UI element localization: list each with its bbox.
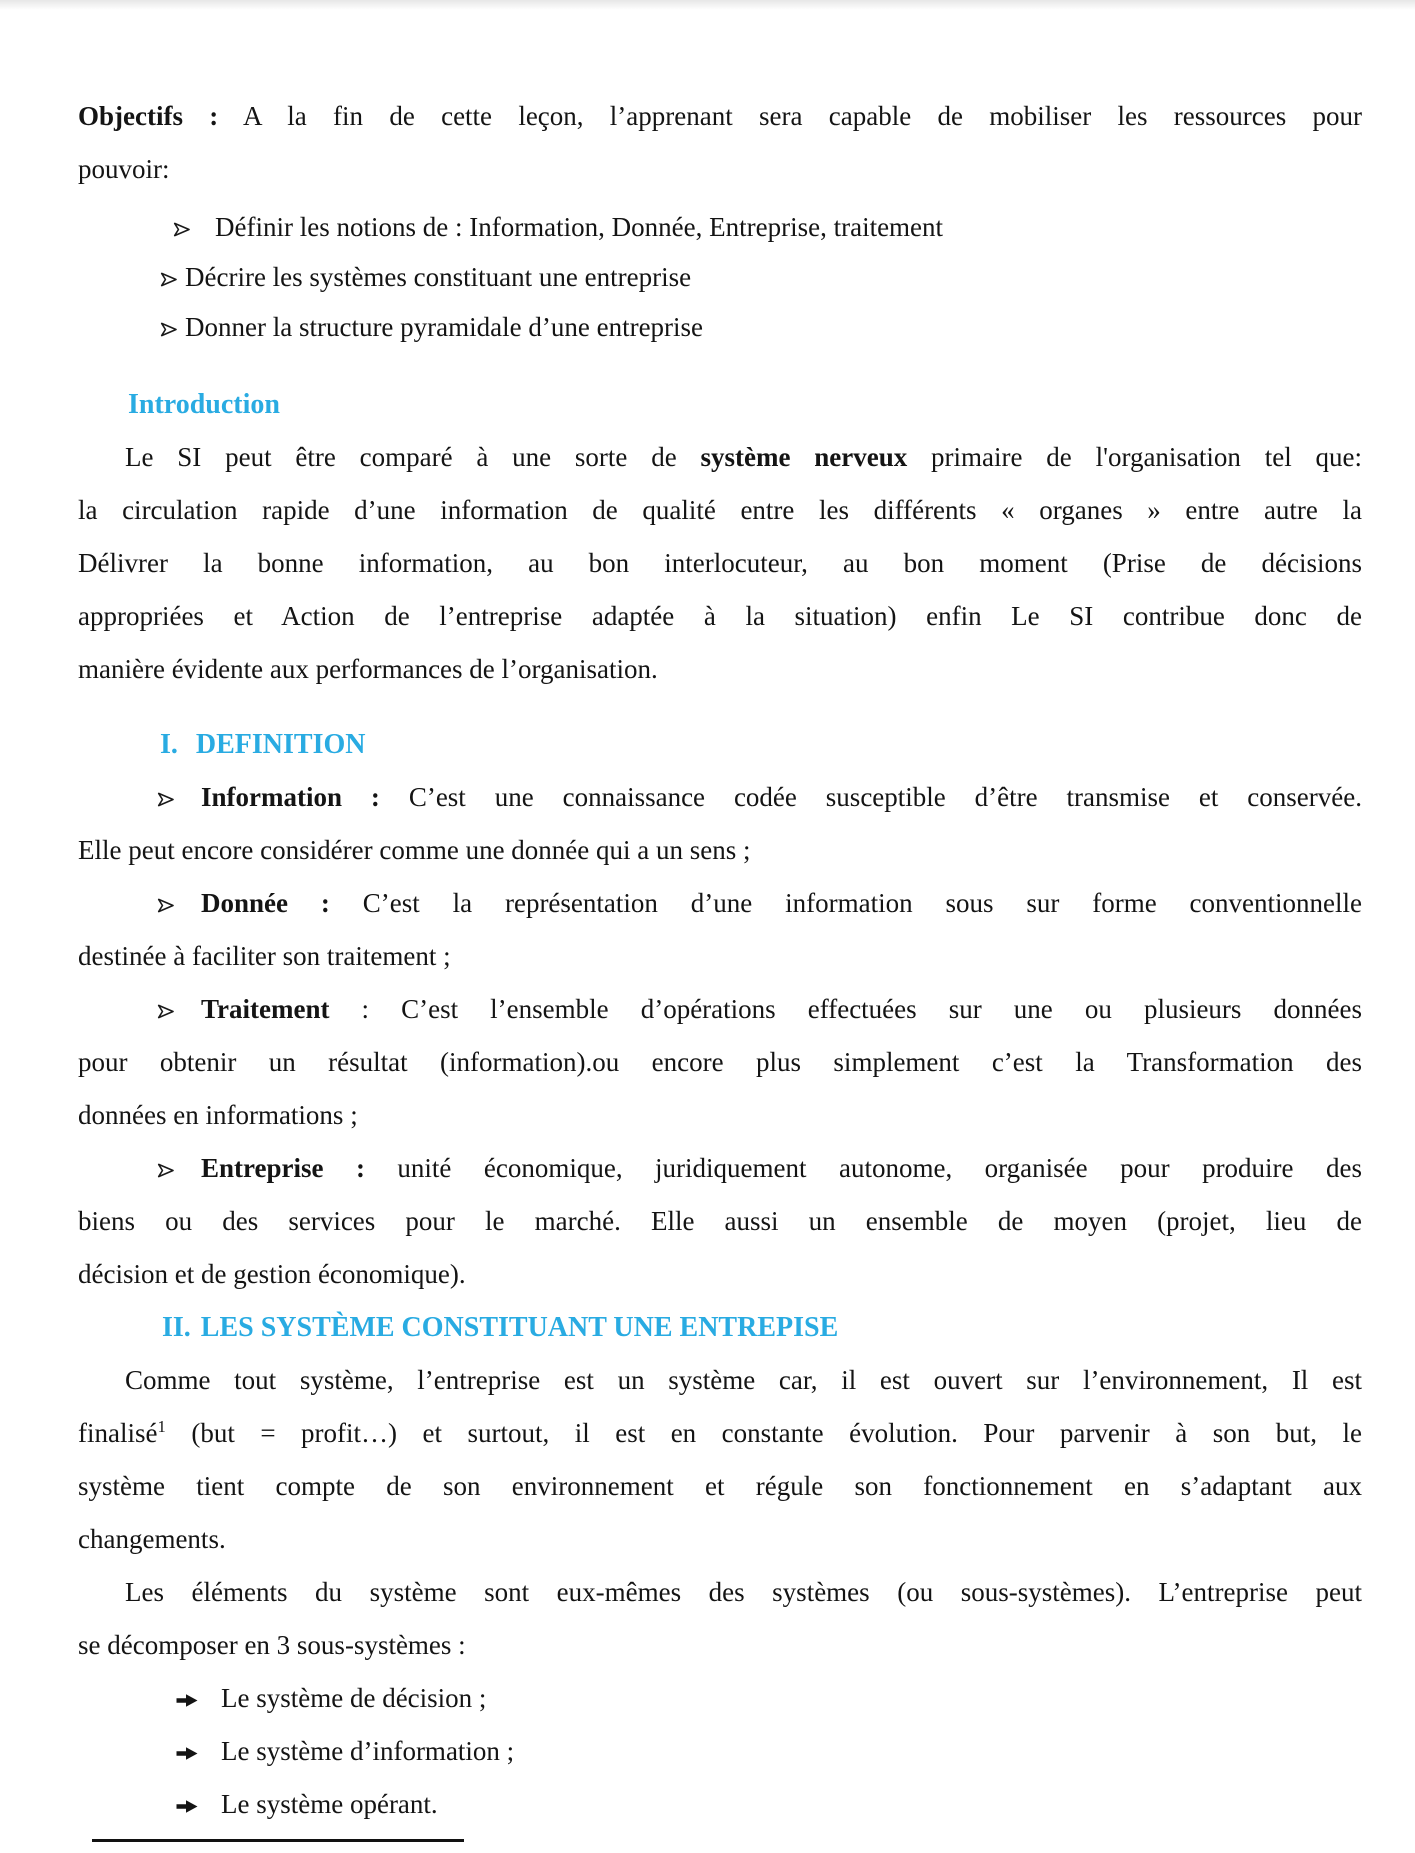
definition-item bbox=[78, 983, 1362, 1142]
text-line: destinée à faciliter son traitement ; bbox=[78, 941, 451, 971]
text-line: pouvoir: bbox=[78, 154, 170, 184]
systems-paragraph-1 bbox=[78, 1354, 1362, 1566]
text-line: Elle peut encore considérer comme une donnée qui a un sens ; bbox=[78, 835, 751, 865]
objective-text: Définir les notions de : Information, Donnée, Entreprise, traitement bbox=[215, 212, 944, 242]
definition-text: Entreprise : unité économique, juridiquement autonome, organisée pour produire des bbox=[201, 1153, 1362, 1183]
objective-item bbox=[160, 252, 1362, 302]
text-line: Les éléments du système sont eux-mêmes des systèmes (ou sous-systèmes). L’entreprise peut bbox=[125, 1577, 1362, 1607]
section-heading-systems bbox=[162, 1301, 1362, 1354]
heavy-arrow-bullet-icon bbox=[175, 1736, 199, 1766]
text-line bbox=[78, 771, 1362, 824]
objective-item bbox=[160, 302, 1362, 352]
text-line: appropriées et Action de l’entreprise adaptée à la situation) enfin Le SI contribue donc de bbox=[78, 601, 1362, 631]
text-line: pour obtenir un résultat (information).ou encore plus simplement c’est la Transformation des bbox=[78, 1047, 1362, 1077]
definition-text: Information : C’est une connaissance codée susceptible d’être transmise et conservée. bbox=[201, 782, 1362, 812]
text-line: se décomposer en 3 sous-systèmes : bbox=[78, 1630, 466, 1660]
text-line: Délivrer la bonne information, au bon interlocuteur, au bon moment (Prise de décisions bbox=[78, 548, 1362, 578]
text-line: décision et de gestion économique). bbox=[78, 1259, 466, 1289]
text-line: Objectifs : A la fin de cette leçon, l’apprenant sera capable de mobiliser les ressources pour bbox=[78, 101, 1362, 131]
heading-numeral: I. bbox=[160, 729, 178, 760]
text-line bbox=[78, 983, 1362, 1036]
text-line: biens ou des services pour le marché. Elle aussi un ensemble de moyen (projet, lieu de bbox=[78, 1206, 1362, 1236]
objective-item bbox=[173, 202, 1362, 252]
arrowhead-bullet-icon bbox=[173, 212, 191, 242]
section-heading-definition bbox=[160, 718, 1362, 771]
text-line: Le SI peut être comparé à une sorte de système nerveux primaire de l'organisation tel que: bbox=[125, 442, 1362, 472]
subsystem-item bbox=[175, 1725, 1362, 1778]
objective-text: Donner la structure pyramidale d’une entreprise bbox=[185, 312, 704, 342]
definition-text: Traitement : C’est l’ensemble d’opérations effectuées sur une ou plusieurs données bbox=[201, 994, 1362, 1024]
subsystem-item bbox=[175, 1672, 1362, 1725]
text-line: la circulation rapide d’une information de qualité entre les différents « organes » entre autre la bbox=[78, 495, 1362, 525]
subsystem-list bbox=[78, 1672, 1362, 1831]
definition-item bbox=[78, 1142, 1362, 1301]
arrowhead-bullet-icon bbox=[160, 262, 178, 292]
definition-item bbox=[78, 877, 1362, 983]
heading-numeral: II. bbox=[162, 1312, 191, 1343]
definition-item bbox=[78, 771, 1362, 877]
objective-text: Décrire les systèmes constituant une entreprise bbox=[185, 262, 692, 292]
heading-title: LES SYSTÈME CONSTITUANT UNE ENTREPISE bbox=[200, 1312, 839, 1343]
arrowhead-bullet-icon bbox=[157, 1153, 175, 1183]
heavy-arrow-bullet-icon bbox=[175, 1789, 199, 1819]
arrowhead-bullet-icon bbox=[157, 994, 175, 1024]
text-line: finalisé$^1$ (but = profit…) et surtout, il est en constante évolution. Pour parvenir à son but, le bbox=[78, 1417, 1362, 1448]
text-line: Comme tout système, l’entreprise est un système car, il est ouvert sur l’environnement, Il est bbox=[125, 1365, 1362, 1395]
text-line bbox=[78, 877, 1362, 930]
text-line bbox=[78, 1142, 1362, 1195]
subsystem-text: Le système de décision ; bbox=[221, 1683, 487, 1713]
objectives-paragraph bbox=[78, 90, 1362, 196]
subsystem-text: Le système d’information ; bbox=[221, 1736, 515, 1766]
systems-paragraph-2 bbox=[78, 1566, 1362, 1672]
section-heading-introduction: Introduction bbox=[128, 389, 280, 420]
introduction-paragraph bbox=[78, 431, 1362, 696]
subsystem-text: Le système opérant. bbox=[221, 1789, 438, 1819]
text-line: changements. bbox=[78, 1524, 226, 1554]
arrowhead-bullet-icon bbox=[157, 782, 175, 812]
definition-text: Donnée : C’est la représentation d’une information sous sur forme conventionnelle bbox=[201, 888, 1362, 918]
subsystem-item bbox=[175, 1778, 1362, 1831]
definition-list bbox=[78, 771, 1362, 1301]
text-line: données en informations ; bbox=[78, 1100, 358, 1130]
arrowhead-bullet-icon bbox=[160, 312, 178, 342]
objectives-list bbox=[78, 202, 1362, 352]
footnote-separator bbox=[92, 1839, 464, 1842]
heavy-arrow-bullet-icon bbox=[175, 1683, 199, 1713]
arrowhead-bullet-icon bbox=[157, 888, 175, 918]
text-line: système tient compte de son environnement et régule son fonctionnement en s’adaptant aux bbox=[78, 1471, 1362, 1501]
text-line: manière évidente aux performances de l’organisation. bbox=[78, 654, 658, 684]
heading-title: DEFINITION bbox=[195, 729, 366, 760]
